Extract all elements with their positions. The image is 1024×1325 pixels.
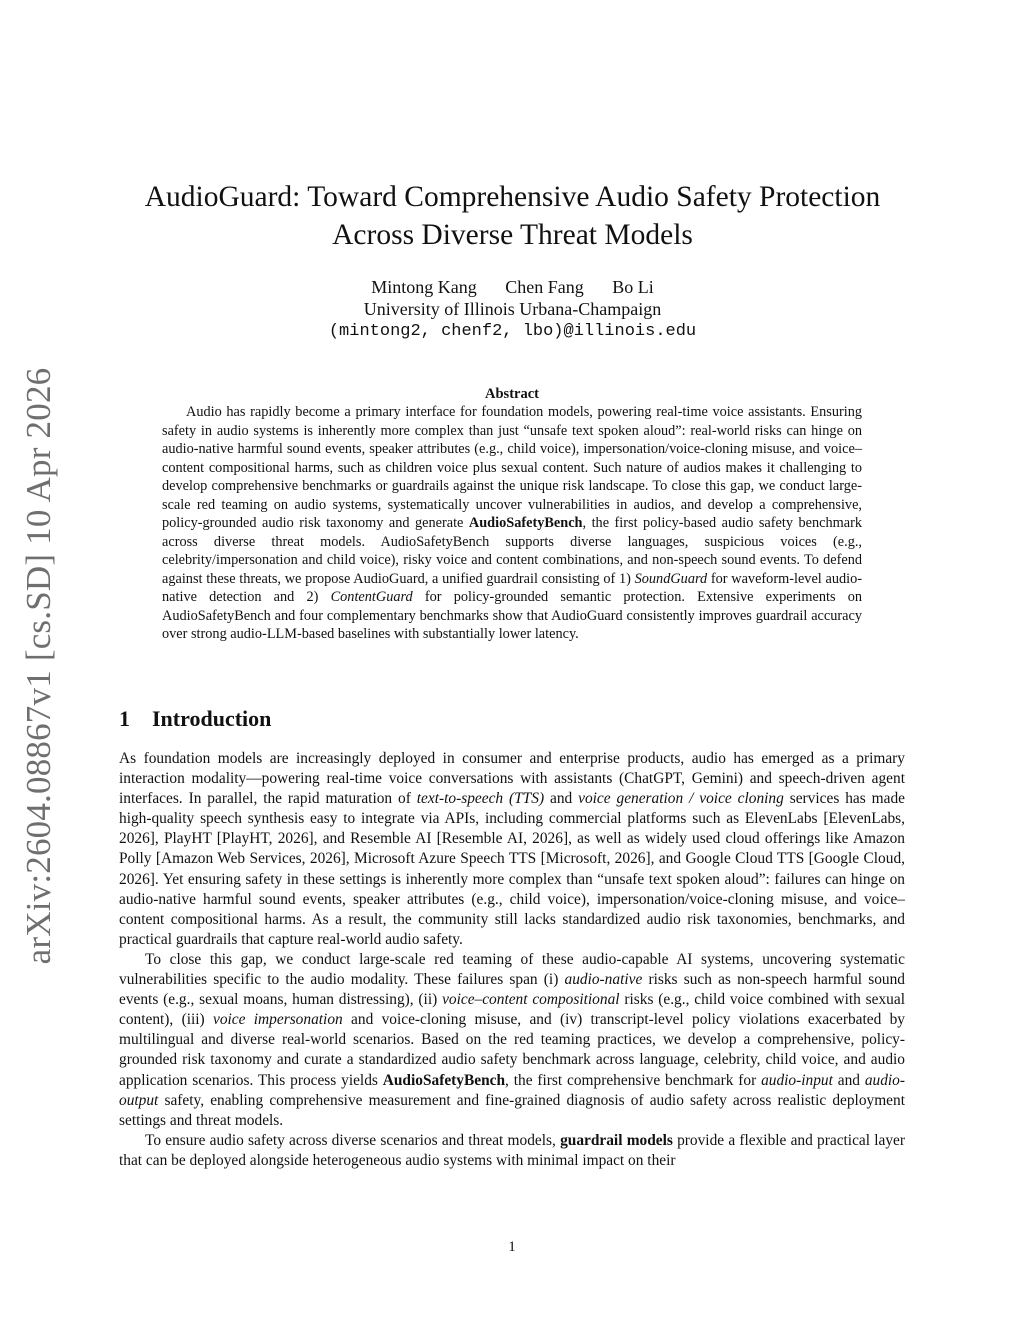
arxiv-sidebar [6, 367, 72, 965]
author-name: Bo Li [612, 277, 654, 297]
author-name: Mintong Kang [371, 277, 477, 297]
section-title: Introduction [152, 706, 272, 731]
affiliation: University of Illinois Urbana-Champaign [363, 299, 662, 319]
section-heading-introduction [119, 706, 271, 732]
paper-title: AudioGuard: Toward Comprehensive Audio Safety Protection Across Diverse Threat Models [144, 181, 881, 251]
page-number: 1 [508, 1239, 516, 1255]
author-names [120, 276, 905, 298]
paragraph: To close this gap, we conduct large-scale red teaming of these audio-capable AI systems, uncovering systematic vulnerabilities specific to the audio modality. These failures span (i) audio-native risks such as non-speech harmful sound events (e.g., sexual moans, human distressing), (ii) voice–content compositional risks (e.g., child voice combined with sexual content), (iii) voice impersonation and voice-cloning misuse, and (iv) transcript-level policy violations exacerbated by multilingual and diverse real-world scenarios. Based on the red teaming practices, we develop a comprehensive, policy-grounded risk taxonomy and curate a standardized audio safety benchmark across language, celebrity, child voice, and audio application scenarios. This process yields AudioSafetyBench, the first comprehensive benchmark for audio-input and audio-output safety, enabling comprehensive measurement and fine-grained diagnosis of audio safety across realistic deployment settings and threat models. [119, 950, 905, 1129]
author-name: Chen Fang [505, 277, 584, 297]
section-number: 1 [119, 706, 130, 731]
author-block [120, 276, 905, 343]
arxiv-identifier: arXiv:2604.08867v1 [cs.SD] 10 Apr 2026 [19, 367, 58, 965]
author-email: (mintong2, chenf2, lbo)@illinois.edu [328, 322, 697, 341]
paragraph: As foundation models are increasingly deployed in consumer and enterprise products, audio has emerged as a primary interaction modality—powering real-time voice conversations with assistants (ChatGPT, Gemini) and speech-driven agent interfaces. In parallel, the rapid maturation of text-to-speech (TTS) and voice generation / voice cloning services has made high-quality speech synthesis easy to integrate via APIs, including commercial platforms such as ElevenLabs [ElevenLabs, 2026], PlayHT [PlayHT, 2026], and Resemble AI [Resemble AI, 2026], as well as widely used cloud offerings like Amazon Polly [Amazon Web Services, 2026], Microsoft Azure Speech TTS [Microsoft, 2026], and Google Cloud TTS [Google Cloud, 2026]. Yet ensuring safety in these settings is inherently more complex than “unsafe text spoken aloud”: failures can hinge on audio-native harmful sound events, speaker attributes (e.g., child voice), impersonation/voice-cloning misuse, and voice–content compositional harms. As a result, the community still lacks standardized audio risk taxonomies, benchmarks, and practical guardrails that capture real-world audio safety. [119, 750, 905, 948]
paragraph: To ensure audio safety across diverse scenarios and threat models, guardrail models provide a flexible and practical layer that can be deployed alongside heterogeneous audio systems with minimal impact on their [119, 1131, 905, 1169]
benchmark-name: AudioSafetyBench [468, 515, 583, 531]
abstract-text: Audio has rapidly become a primary interface for foundation models, powering real-time voice assistants. Ensuring safety in audio systems is inherently more complex than just “unsafe text spoken aloud”: real-world risks can hinge on audio-native harmful sound events, speaker attributes (e.g., child voice), impersonation/voice-cloning misuse, and voice–content compositional harms, such as children voice plus sexual content. Such nature of audios makes it challenging to develop comprehensive benchmarks or guardrails against the unique risk landscape. To close this gap, we conduct large-scale red teaming on audio systems, systematically uncover vulnerabilities in audios, and develop a comprehensive, policy-grounded audio risk taxonomy and generate AudioSafetyBench, the first policy-based audio safety benchmark across diverse threat models. AudioSafetyBench supports diverse languages, suspicious voices (e.g., celebrity/impersonation and child voice), risky voice and content combinations, and non-speech sound events. To defend against these threats, we propose AudioGuard, a unified guardrail consisting of 1) SoundGuard for waveform-level audio-native detection and 2) ContentGuard for policy-grounded semantic protection. Extensive experiments on AudioSafetyBench and four complementary benchmarks show that AudioGuard consistently improves guardrail accuracy over strong audio-LLM-based baselines with substantially lower latency. [162, 404, 863, 642]
introduction-body [119, 749, 905, 1171]
abstract-heading: Abstract [485, 386, 539, 402]
